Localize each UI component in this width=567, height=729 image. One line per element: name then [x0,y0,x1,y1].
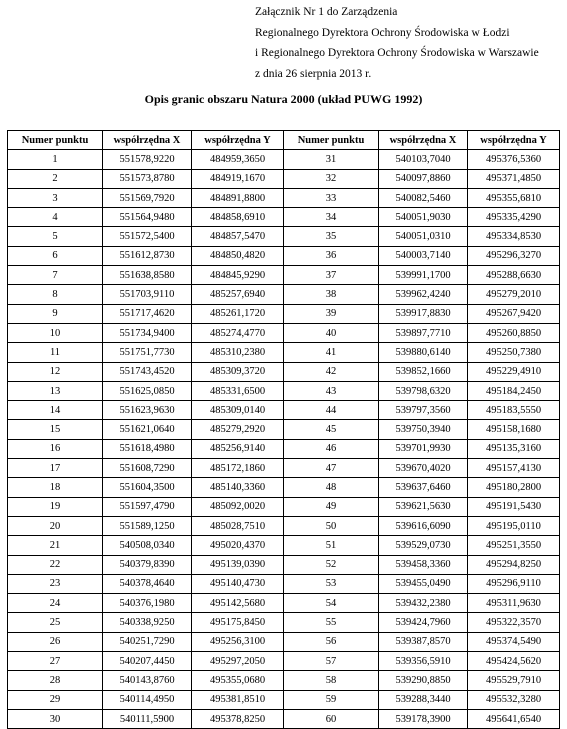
point-number-cell: 51 [284,536,379,555]
table-row [8,150,560,169]
header-line-3: i Regionalnego Dyrektora Ochrony Środowiska w Warszawie [255,47,539,59]
coordinate-y-cell: 495256,3100 [192,632,284,651]
coordinate-y-cell: 495296,3270 [468,246,560,265]
point-number-cell: 49 [284,497,379,516]
coordinate-x-cell: 551569,7920 [103,188,192,207]
coordinate-y-cell: 484919,1670 [192,169,284,188]
coordinate-y-cell: 495139,0390 [192,555,284,574]
coordinate-x-cell: 539962,4240 [379,285,468,304]
coordinate-x-cell: 551717,4620 [103,304,192,323]
coordinate-x-cell: 540111,5900 [103,709,192,728]
header-line-4: z dnia 26 sierpnia 2013 r. [255,67,372,80]
coordinate-y-cell: 495020,4370 [192,536,284,555]
point-number-cell: 52 [284,555,379,574]
coordinate-x-cell: 551589,1250 [103,516,192,535]
point-number-cell: 44 [284,401,379,420]
coordinate-y-cell: 485309,0140 [192,401,284,420]
coordinate-x-cell: 539701,9930 [379,439,468,458]
point-number-cell: 23 [8,574,103,593]
coordinate-y-cell: 495195,0110 [468,516,560,535]
table-row [8,420,560,439]
point-number-cell: 36 [284,246,379,265]
point-number-cell: 55 [284,613,379,632]
coordinates-table [7,130,560,729]
coordinate-y-cell: 485309,3720 [192,362,284,381]
table-row [8,671,560,690]
coordinate-x-cell: 540376,1980 [103,594,192,613]
coordinate-y-cell: 495335,4290 [468,208,560,227]
table-row [8,709,560,728]
coordinate-x-cell: 551638,8580 [103,266,192,285]
table-row [8,574,560,593]
point-number-cell: 16 [8,439,103,458]
point-number-cell: 9 [8,304,103,323]
coordinate-x-cell: 551751,7730 [103,343,192,362]
point-number-cell: 20 [8,516,103,535]
coordinate-x-cell: 540508,0340 [103,536,192,555]
coordinate-x-cell: 539750,3940 [379,420,468,439]
point-number-cell: 12 [8,362,103,381]
coordinate-y-cell: 495641,6540 [468,709,560,728]
coordinate-x-cell: 539880,6140 [379,343,468,362]
coordinate-x-cell: 539616,6090 [379,516,468,535]
coordinate-y-cell: 495355,6810 [468,188,560,207]
header-line-1: Załącznik Nr 1 do Zarządzenia [255,6,398,18]
point-number-cell: 28 [8,671,103,690]
point-number-cell: 58 [284,671,379,690]
point-number-cell: 4 [8,208,103,227]
point-number-cell: 60 [284,709,379,728]
table-row [8,536,560,555]
table-row [8,497,560,516]
coordinate-x-cell: 551564,9480 [103,208,192,227]
coordinate-x-cell: 539917,8830 [379,304,468,323]
coordinate-x-cell: 551743,4520 [103,362,192,381]
table-row [8,632,560,651]
point-number-cell: 43 [284,381,379,400]
point-number-cell: 48 [284,478,379,497]
coordinate-x-cell: 551623,9630 [103,401,192,420]
coordinate-x-cell: 551604,3500 [103,478,192,497]
table-row [8,459,560,478]
coordinate-x-cell: 539387,8570 [379,632,468,651]
coordinate-x-cell: 551597,4790 [103,497,192,516]
point-number-cell: 18 [8,478,103,497]
coordinate-y-cell: 495140,4730 [192,574,284,593]
coordinate-x-cell: 551625,0850 [103,381,192,400]
point-number-cell: 8 [8,285,103,304]
coordinate-y-cell: 495424,5620 [468,652,560,671]
coordinate-y-cell: 495267,9420 [468,304,560,323]
coordinate-x-cell: 539797,3560 [379,401,468,420]
coordinate-x-cell: 539178,3900 [379,709,468,728]
point-number-cell: 45 [284,420,379,439]
point-number-cell: 40 [284,323,379,342]
coordinate-y-cell: 495250,7380 [468,343,560,362]
coordinate-y-cell: 495180,2800 [468,478,560,497]
coordinate-x-cell: 539897,7710 [379,323,468,342]
coordinate-x-cell: 540003,7140 [379,246,468,265]
coordinate-y-cell: 495142,5680 [192,594,284,613]
coordinate-x-cell: 551734,9400 [103,323,192,342]
coordinate-x-cell: 540207,4450 [103,652,192,671]
coordinate-x-cell: 540338,9250 [103,613,192,632]
coordinate-y-cell: 495158,1680 [468,420,560,439]
point-number-cell: 42 [284,362,379,381]
coordinate-x-cell: 539670,4020 [379,459,468,478]
point-number-cell: 39 [284,304,379,323]
coordinate-x-cell: 540251,7290 [103,632,192,651]
coordinate-y-cell: 495175,8450 [192,613,284,632]
point-number-cell: 47 [284,459,379,478]
point-number-cell: 53 [284,574,379,593]
coordinate-y-cell: 495183,5550 [468,401,560,420]
point-number-cell: 32 [284,169,379,188]
coordinate-x-cell: 539432,2380 [379,594,468,613]
coordinate-x-cell: 539288,3440 [379,690,468,709]
point-number-cell: 1 [8,150,103,169]
coordinate-y-cell: 495288,6630 [468,266,560,285]
point-number-cell: 37 [284,266,379,285]
coordinate-y-cell: 495260,8850 [468,323,560,342]
table-row [8,169,560,188]
table-row [8,594,560,613]
table-row [8,323,560,342]
table-row [8,227,560,246]
coordinate-x-cell: 540097,8860 [379,169,468,188]
point-number-cell: 29 [8,690,103,709]
point-number-cell: 31 [284,150,379,169]
point-number-cell: 10 [8,323,103,342]
column-header: Numer punktu [8,131,103,150]
table-row [8,285,560,304]
coordinate-y-cell: 495322,3570 [468,613,560,632]
coordinate-y-cell: 484845,9290 [192,266,284,285]
coordinate-y-cell: 485274,4770 [192,323,284,342]
coordinate-y-cell: 495381,8510 [192,690,284,709]
point-number-cell: 25 [8,613,103,632]
point-number-cell: 46 [284,439,379,458]
coordinate-x-cell: 540378,4640 [103,574,192,593]
coordinate-y-cell: 484959,3650 [192,150,284,169]
table-row [8,401,560,420]
point-number-cell: 2 [8,169,103,188]
point-number-cell: 35 [284,227,379,246]
coordinate-y-cell: 495135,3160 [468,439,560,458]
table-row [8,362,560,381]
table-row [8,208,560,227]
coordinate-x-cell: 551612,8730 [103,246,192,265]
column-header: współrzędna Y [192,131,284,150]
coordinate-x-cell: 540051,9030 [379,208,468,227]
coordinate-x-cell: 540114,4950 [103,690,192,709]
coordinate-x-cell: 539529,0730 [379,536,468,555]
coordinate-y-cell: 495157,4130 [468,459,560,478]
table-body [8,150,560,729]
document-title: Opis granic obszaru Natura 2000 (układ PUWG 1992) [144,92,423,106]
point-number-cell: 38 [284,285,379,304]
coordinate-y-cell: 485028,7510 [192,516,284,535]
coordinate-y-cell: 485261,1720 [192,304,284,323]
coordinate-x-cell: 539621,5630 [379,497,468,516]
coordinate-x-cell: 540379,8390 [103,555,192,574]
point-number-cell: 11 [8,343,103,362]
coordinate-x-cell: 539424,7960 [379,613,468,632]
coordinate-x-cell: 539798,6320 [379,381,468,400]
table-row [8,516,560,535]
point-number-cell: 19 [8,497,103,516]
coordinate-y-cell: 485140,3360 [192,478,284,497]
point-number-cell: 34 [284,208,379,227]
point-number-cell: 5 [8,227,103,246]
coordinate-x-cell: 551608,7290 [103,459,192,478]
coordinate-y-cell: 495378,8250 [192,709,284,728]
table-header-row [8,131,560,150]
coordinate-y-cell: 485172,1860 [192,459,284,478]
coordinate-y-cell: 484858,6910 [192,208,284,227]
table-row [8,246,560,265]
coordinate-x-cell: 540103,7040 [379,150,468,169]
coordinate-y-cell: 485279,2920 [192,420,284,439]
coordinate-x-cell: 539637,6460 [379,478,468,497]
coordinate-y-cell: 495529,7910 [468,671,560,690]
point-number-cell: 6 [8,246,103,265]
table-row [8,266,560,285]
coordinate-y-cell: 485331,6500 [192,381,284,400]
coordinate-x-cell: 540082,5460 [379,188,468,207]
coordinate-y-cell: 495376,5360 [468,150,560,169]
coordinate-y-cell: 495311,9630 [468,594,560,613]
point-number-cell: 21 [8,536,103,555]
table-row [8,381,560,400]
coordinate-x-cell: 551621,0640 [103,420,192,439]
point-number-cell: 22 [8,555,103,574]
table-row [8,613,560,632]
coordinate-x-cell: 539991,1700 [379,266,468,285]
coordinate-x-cell: 539290,8850 [379,671,468,690]
point-number-cell: 56 [284,632,379,651]
point-number-cell: 7 [8,266,103,285]
coordinate-y-cell: 495251,3550 [468,536,560,555]
coordinate-y-cell: 484891,8800 [192,188,284,207]
point-number-cell: 24 [8,594,103,613]
point-number-cell: 17 [8,459,103,478]
coordinate-y-cell: 485092,0020 [192,497,284,516]
column-header: współrzędna Y [468,131,560,150]
coordinate-x-cell: 551572,5400 [103,227,192,246]
coordinate-y-cell: 495532,3280 [468,690,560,709]
point-number-cell: 26 [8,632,103,651]
point-number-cell: 14 [8,401,103,420]
coordinate-y-cell: 495279,2010 [468,285,560,304]
point-number-cell: 41 [284,343,379,362]
coordinate-y-cell: 495184,2450 [468,381,560,400]
coordinate-y-cell: 495294,8250 [468,555,560,574]
header-line-2: Regionalnego Dyrektora Ochrony Środowiska w Łodzi [255,26,510,39]
coordinate-y-cell: 495355,0680 [192,671,284,690]
point-number-cell: 50 [284,516,379,535]
coordinate-x-cell: 551703,9110 [103,285,192,304]
coordinate-y-cell: 495297,2050 [192,652,284,671]
point-number-cell: 54 [284,594,379,613]
point-number-cell: 15 [8,420,103,439]
coordinate-y-cell: 485310,2380 [192,343,284,362]
coordinate-y-cell: 484857,5470 [192,227,284,246]
table-row [8,555,560,574]
coordinate-x-cell: 539458,3360 [379,555,468,574]
table-row [8,439,560,458]
coordinate-x-cell: 551618,4980 [103,439,192,458]
table-row [8,652,560,671]
point-number-cell: 59 [284,690,379,709]
coordinate-y-cell: 495191,5430 [468,497,560,516]
point-number-cell: 13 [8,381,103,400]
table-row [8,478,560,497]
column-header: współrzędna X [103,131,192,150]
table-row [8,343,560,362]
point-number-cell: 30 [8,709,103,728]
coordinate-x-cell: 539455,0490 [379,574,468,593]
table-row [8,188,560,207]
coordinate-x-cell: 539852,1660 [379,362,468,381]
document-header [255,2,539,84]
point-number-cell: 3 [8,188,103,207]
point-number-cell: 57 [284,652,379,671]
coordinate-y-cell: 495296,9110 [468,574,560,593]
table-row [8,304,560,323]
point-number-cell: 33 [284,188,379,207]
coordinate-x-cell: 539356,5910 [379,652,468,671]
coordinate-y-cell: 495374,5490 [468,632,560,651]
coordinate-y-cell: 484850,4820 [192,246,284,265]
coordinate-x-cell: 551578,9220 [103,150,192,169]
coordinate-y-cell: 485256,9140 [192,439,284,458]
coordinate-y-cell: 495371,4850 [468,169,560,188]
coordinate-y-cell: 495229,4910 [468,362,560,381]
coordinate-x-cell: 540051,0310 [379,227,468,246]
point-number-cell: 27 [8,652,103,671]
coordinate-x-cell: 551573,8780 [103,169,192,188]
coordinate-y-cell: 495334,8530 [468,227,560,246]
coordinate-y-cell: 485257,6940 [192,285,284,304]
column-header: współrzędna X [379,131,468,150]
coordinate-x-cell: 540143,8760 [103,671,192,690]
column-header: Numer punktu [284,131,379,150]
